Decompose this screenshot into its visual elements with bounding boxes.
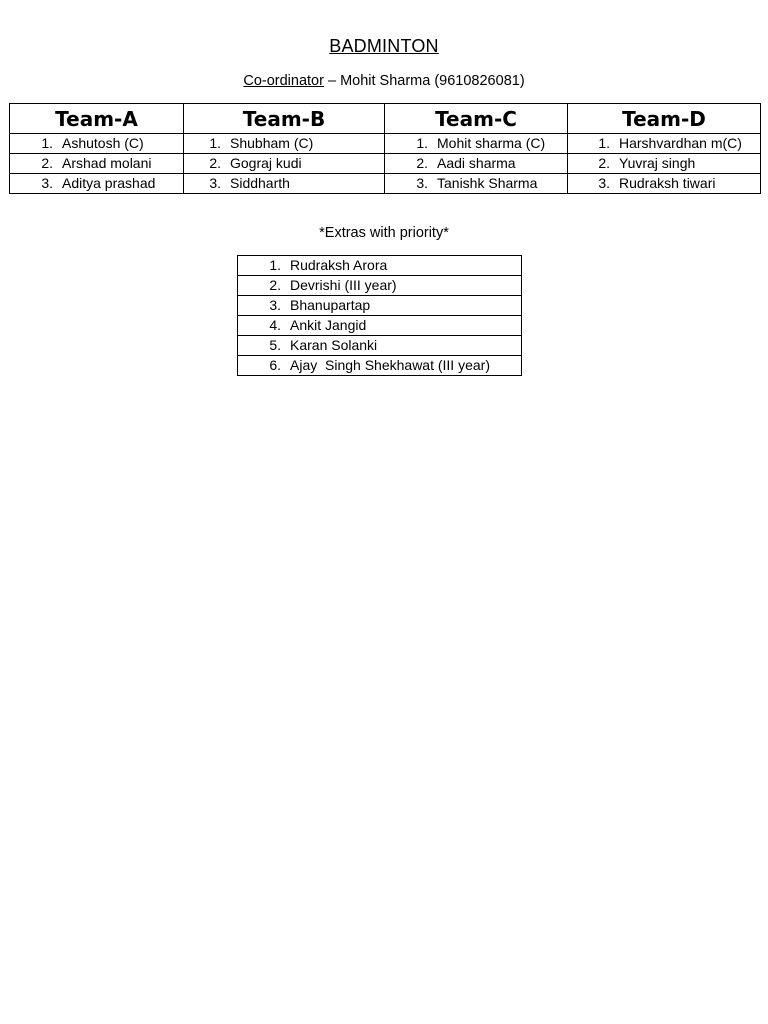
table-row — [10, 134, 761, 154]
team-d-header: Team-D — [568, 104, 761, 134]
member-number: 1. — [598, 135, 610, 151]
extra-name: Karan Solanki — [290, 337, 378, 353]
table-row — [238, 256, 522, 276]
table-row — [10, 174, 761, 194]
table-row — [10, 154, 761, 174]
extra-number: 3. — [269, 297, 281, 313]
member-name: Aditya prashad — [62, 175, 156, 191]
team-c-header: Team-C — [385, 104, 568, 134]
member-name: Rudraksh tiwari — [619, 175, 716, 191]
team-c-member — [385, 154, 568, 174]
member-number: 3. — [416, 175, 428, 191]
team-a-member — [10, 154, 184, 174]
team-c-member — [385, 174, 568, 194]
extra-name: Ankit Jangid — [290, 317, 367, 333]
coordinator-label: Co-ordinator — [243, 73, 324, 89]
team-d-member — [568, 134, 761, 154]
member-name: Gograj kudi — [230, 155, 302, 171]
extra-item — [238, 296, 522, 316]
team-a-header: Team-A — [10, 104, 184, 134]
extras-title: *Extras with priority* — [319, 225, 449, 241]
extra-item — [238, 356, 522, 376]
extra-number: 5. — [269, 337, 281, 353]
table-row — [238, 296, 522, 316]
member-number: 2. — [41, 155, 53, 171]
table-row — [238, 356, 522, 376]
member-name: Aadi sharma — [437, 155, 516, 171]
coordinator-line — [0, 73, 768, 89]
extra-number: 2. — [269, 277, 281, 293]
coordinator-name: Mohit Sharma (9610826081) — [340, 73, 525, 89]
member-number: 3. — [209, 175, 221, 191]
member-number: 1. — [41, 135, 53, 151]
coordinator-separator: – — [323, 73, 341, 89]
member-name: Ashutosh (C) — [62, 135, 144, 151]
team-b-member — [184, 174, 385, 194]
teams-table — [9, 103, 761, 194]
team-a-member — [10, 174, 184, 194]
member-number: 3. — [598, 175, 610, 191]
table-row — [238, 276, 522, 296]
member-name: Harshvardhan m(C) — [619, 135, 742, 151]
extra-item — [238, 336, 522, 356]
extra-item — [238, 316, 522, 336]
member-name: Arshad molani — [62, 155, 152, 171]
extra-number: 1. — [269, 257, 281, 273]
member-number: 3. — [41, 175, 53, 191]
team-d-member — [568, 174, 761, 194]
member-name: Yuvraj singh — [619, 155, 696, 171]
team-a-member — [10, 134, 184, 154]
team-b-member — [184, 154, 385, 174]
extra-number: 4. — [269, 317, 281, 333]
member-number: 2. — [416, 155, 428, 171]
extras-table — [237, 255, 522, 376]
page-title: BADMINTON — [329, 36, 439, 56]
table-row — [238, 316, 522, 336]
team-b-header: Team-B — [184, 104, 385, 134]
extra-item — [238, 276, 522, 296]
member-name: Shubham (C) — [230, 135, 314, 151]
extra-number: 6. — [269, 357, 281, 373]
extra-name: Rudraksh Arora — [290, 257, 388, 273]
member-number: 1. — [209, 135, 221, 151]
member-number: 1. — [416, 135, 428, 151]
team-d-member — [568, 154, 761, 174]
member-number: 2. — [209, 155, 221, 171]
table-row — [238, 336, 522, 356]
extra-name: Bhanupartap — [290, 297, 371, 313]
team-b-member — [184, 134, 385, 154]
member-name: Siddharth — [230, 175, 290, 191]
member-number: 2. — [598, 155, 610, 171]
extra-name: Ajay Singh Shekhawat (III year) — [290, 357, 490, 373]
member-name: Mohit sharma (C) — [437, 135, 546, 151]
extra-name: Devrishi (III year) — [290, 277, 397, 293]
extra-item — [238, 256, 522, 276]
member-name: Tanishk Sharma — [437, 175, 538, 191]
team-c-member — [385, 134, 568, 154]
teams-header-row — [10, 104, 761, 134]
